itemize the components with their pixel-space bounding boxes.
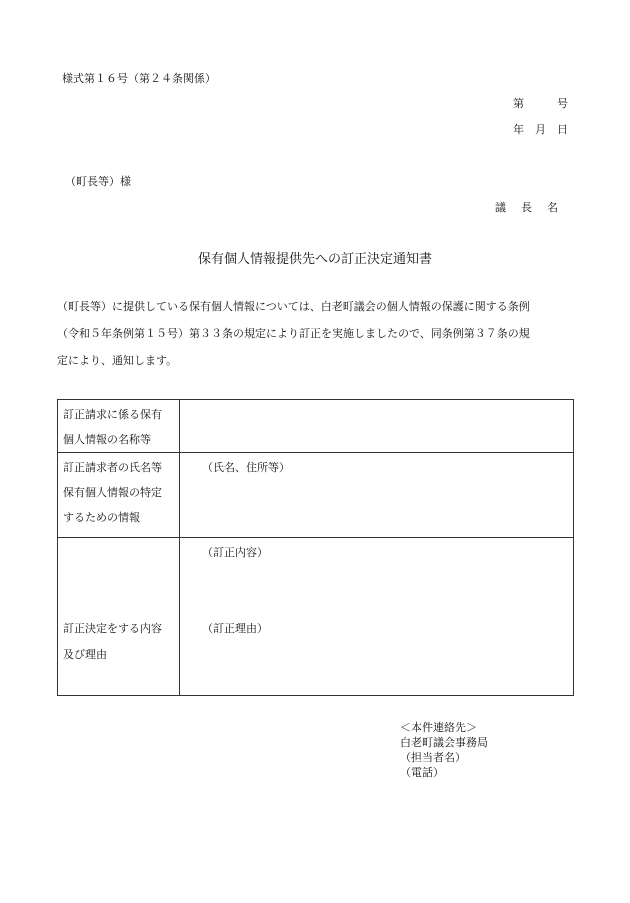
- row-label-cell: [58, 453, 180, 538]
- row-label: 訂正請求者の氏名等: [63, 461, 162, 474]
- date-line: 年 月 日: [513, 123, 568, 136]
- row-value-cell: [180, 538, 574, 696]
- contact-office: 白老町議会事務局: [400, 736, 488, 749]
- row-label-cell: [58, 538, 180, 696]
- body-paragraph: [57, 293, 577, 374]
- row-label: 訂正請求に係る保有: [63, 408, 162, 421]
- sender-name: 議 長 名: [495, 201, 560, 214]
- addressee: （町長等）様: [65, 175, 131, 188]
- table-row: [58, 538, 574, 696]
- contact-phone: （電話）: [400, 766, 444, 779]
- correction-content-label: （訂正内容）: [202, 546, 268, 559]
- contact-block: [400, 720, 488, 780]
- body-line: 定により、通知します。: [57, 354, 178, 367]
- form-number: 様式第１６号（第２４条関係）: [62, 72, 216, 85]
- body-line: （町長等）に提供している保有個人情報については、白老町議会の個人情報の保護に関する条例: [57, 300, 530, 313]
- row-label: 個人情報の名称等: [63, 433, 151, 446]
- row-label: 保有個人情報の特定: [63, 486, 162, 499]
- document-number-line: 第 号: [513, 97, 568, 110]
- row-value: （氏名、住所等）: [202, 461, 290, 474]
- row-label: するための情報: [63, 511, 140, 524]
- row-label-cell: [58, 400, 180, 453]
- row-value-cell: [180, 453, 574, 538]
- table-row: [58, 400, 574, 453]
- row-value-cell: [180, 400, 574, 453]
- correction-reason-label: （訂正理由）: [202, 622, 268, 635]
- contact-heading: ＜本件連絡先＞: [400, 721, 477, 734]
- table-row: [58, 453, 574, 538]
- body-line: （令和５年条例第１５号）第３３条の規定により訂正を実施しましたので、同条例第３７条の規: [57, 327, 530, 340]
- row-value: [180, 400, 573, 402]
- row-label: 訂正決定をする内容: [63, 622, 162, 635]
- contact-person: （担当者名）: [400, 751, 466, 764]
- notice-table: [57, 399, 574, 696]
- row-label: 及び理由: [63, 648, 107, 661]
- document-title: 保有個人情報提供先への訂正決定通知書: [197, 252, 432, 267]
